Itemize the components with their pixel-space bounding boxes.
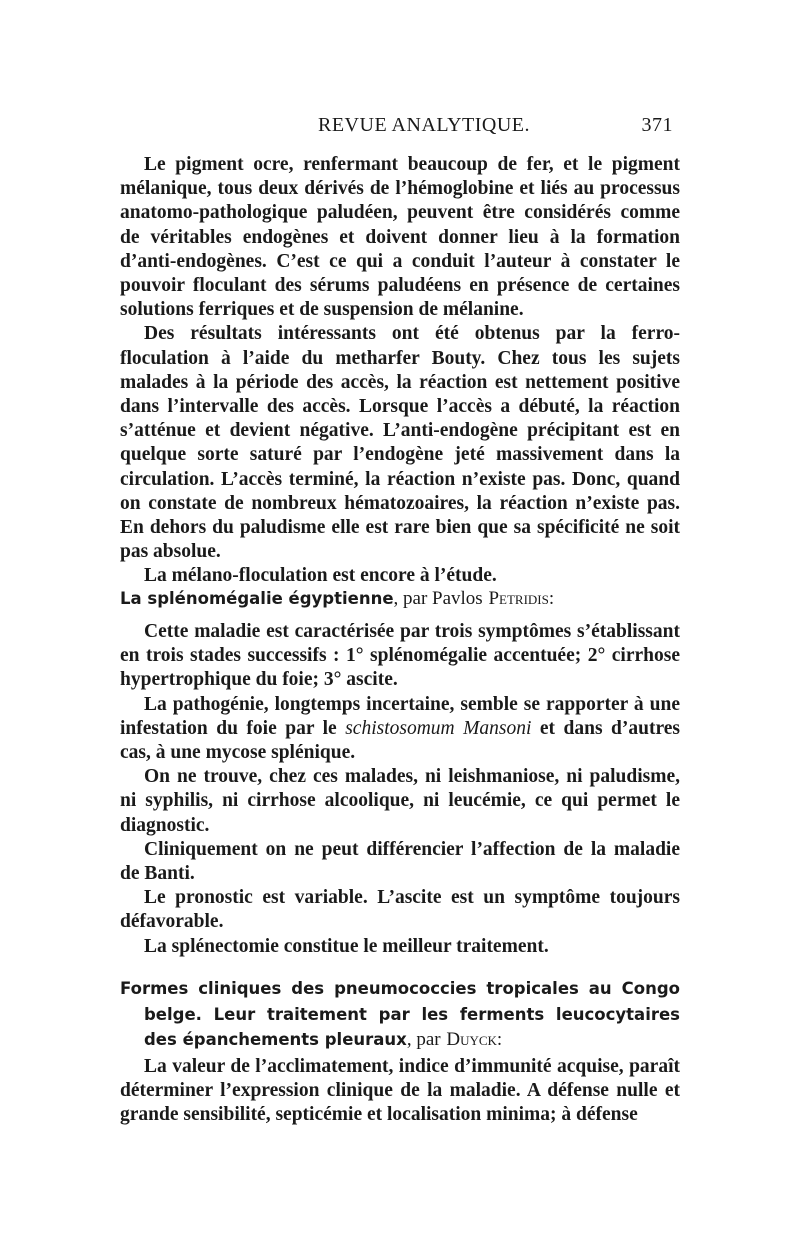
- heading-by: , par: [406, 1029, 441, 1050]
- section-pneumococcies-body: [120, 1055, 680, 1128]
- heading-title: Formes cliniques des pneumococcies tropicales au Congo belge. Leur traitement par les ferments leucocytaires des épanchements pleuraux: [120, 979, 680, 1049]
- paragraph: [120, 693, 680, 766]
- page-header: [120, 114, 680, 144]
- paragraph: Le pigment ocre, renfermant beaucoup de fer, et le pigment mélanique, tous deux dérivés de l’hémoglobine et liés au processus anatomo-pathologique paludéen, peuvent être considérés comme de véritables endogènes et doivent donner lieu à la formation d’anti-endogènes. C’est ce qui a conduit l’auteur à constater le pouvoir floculant des sérums paludéens en présence de certaines solutions ferriques et de suspension de mélanine.: [120, 154, 680, 321]
- heading-title: La splénomégalie égyptienne: [120, 589, 394, 608]
- paragraph: La splénectomie constitue le meilleur traitement.: [144, 935, 549, 957]
- text-run: La pathogénie, longtemps incertaine, semble se rapporter à une infestation du foie par le: [120, 693, 680, 739]
- section-heading-splenomegalie: [120, 586, 680, 612]
- running-title: REVUE ANALYTIQUE.: [318, 114, 531, 136]
- text-run: et dans d’autres cas, à une mycose splénique.: [120, 717, 681, 764]
- paragraph: Le pronostic est variable. L’ascite est un symptôme toujours défavorable.: [120, 887, 680, 933]
- heading-colon: :: [496, 1029, 503, 1050]
- paragraph: La mélano-floculation est encore à l’étude.: [144, 565, 497, 587]
- page-number: 371: [641, 114, 673, 136]
- heading-colon: :: [548, 588, 555, 609]
- section-heading-pneumococcies: [120, 976, 680, 1053]
- section-splenomegalie-body: [120, 620, 680, 959]
- heading-author: Duyck: [446, 1029, 497, 1050]
- paragraph: Cette maladie est caractérisée par trois symptômes s’établissant en trois stades successifs : 1° splénomégalie accentuée; 2° cirrhose hypertrophique du foie; 3° ascite.: [120, 621, 680, 691]
- paragraph: On ne trouve, chez ces malades, ni leishmaniose, ni paludisme, ni syphilis, ni cirrhose alcoolique, ni leucémie, ce qui permet le diagnostic.: [120, 766, 680, 836]
- paragraph: Des résultats intéressants ont été obtenus par la ferro-floculation à l’aide du metharfer Bouty. Chez tous les sujets malades à la période des accès, la réaction est nettement positive dans l’intervalle des accès. Lorsque l’accès a débuté, la réaction s’atténue et devient négative. L’anti-endogène précipitant est en quelque sorte saturé par l’endogène jeté massivement dans la circulation. L’accès terminé, la réaction n’existe pas. Donc, quand on constate de nombreux hématozoaires, la réaction n’existe pas. En dehors du paludisme elle est rare bien que sa spécificité ne soit pas absolue.: [120, 323, 680, 563]
- paragraph: La valeur de l’acclimatement, indice d’immunité acquise, paraît déterminer l’expression clinique de la maladie. A défense nulle et grande sensibilité, septicémie et localisation minima; à défense: [120, 1056, 680, 1126]
- heading-by: , par Pavlos: [393, 588, 483, 609]
- section-ferro-floculation: [120, 153, 680, 589]
- species-name: schistosomum Mansoni: [345, 717, 532, 739]
- paragraph: Cliniquement on ne peut différencier l’affection de la maladie de Banti.: [120, 838, 680, 885]
- heading-author: Petridis: [488, 588, 549, 609]
